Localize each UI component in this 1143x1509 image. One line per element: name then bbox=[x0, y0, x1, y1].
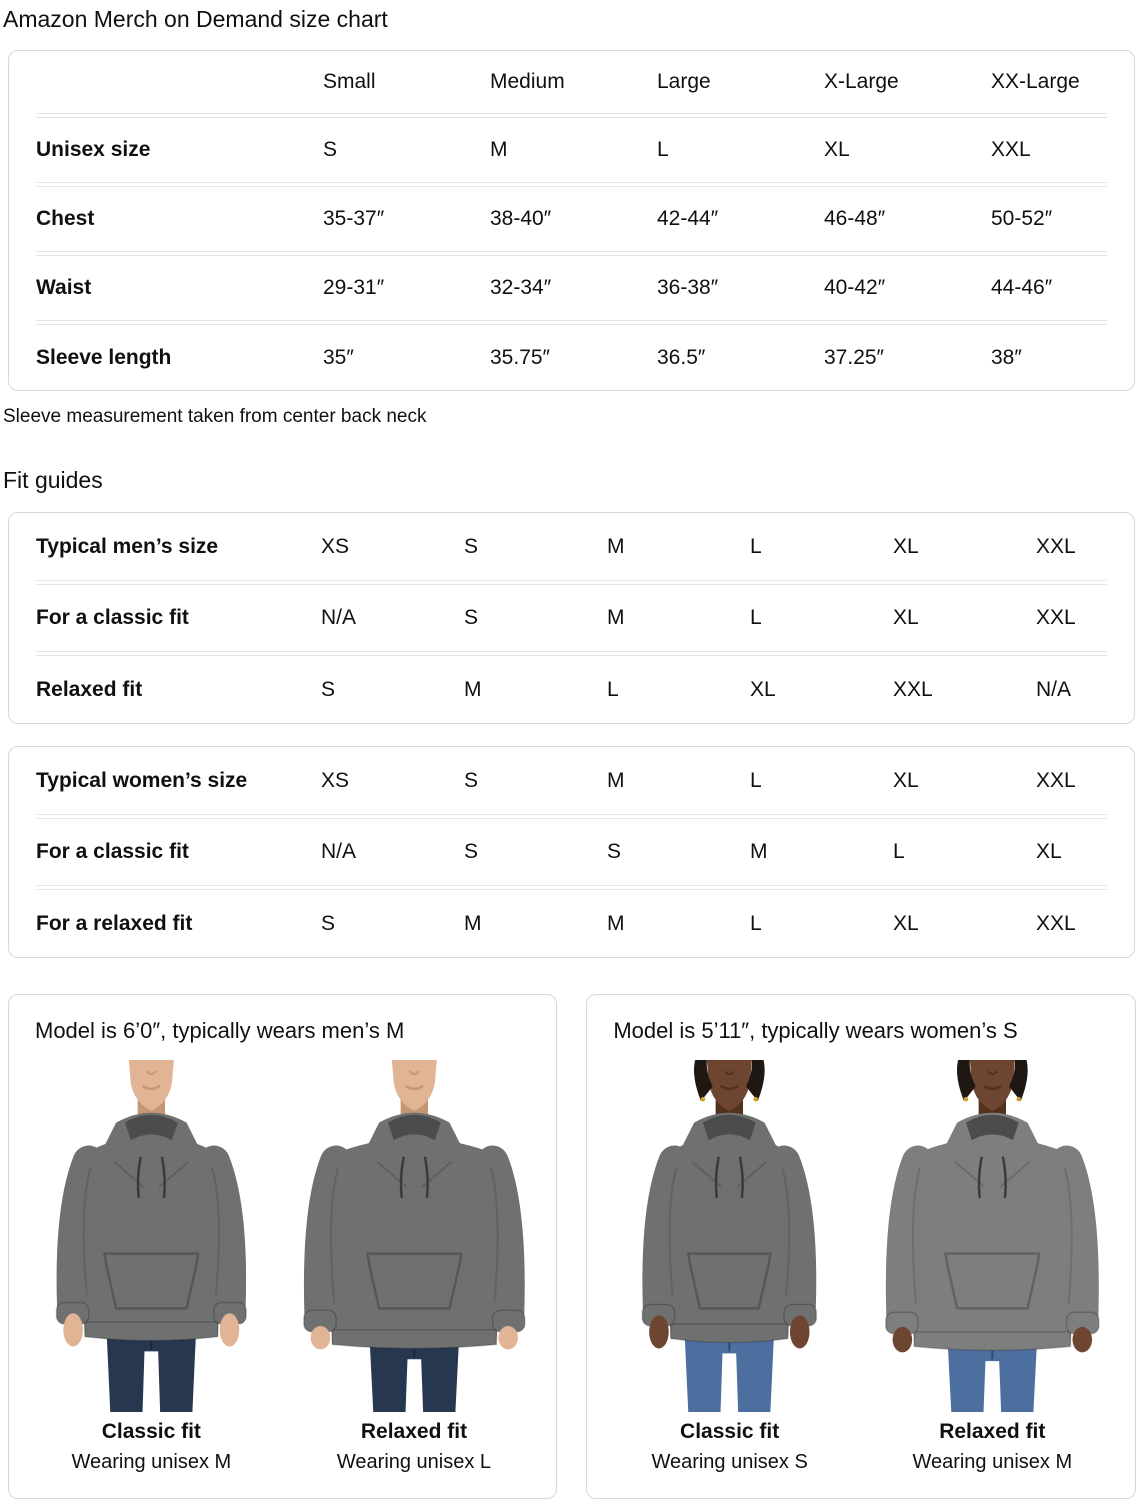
table-cell: M bbox=[464, 677, 482, 701]
table-cell: XL bbox=[893, 606, 919, 629]
table-row-sleeve-length bbox=[36, 324, 1107, 390]
model-photo bbox=[612, 1060, 847, 1412]
table-cell: S bbox=[323, 138, 338, 161]
table-cell: M bbox=[464, 911, 482, 935]
table-cell: L bbox=[750, 768, 762, 792]
table-cell: 35.75″ bbox=[490, 345, 550, 369]
row-label: Waist bbox=[36, 276, 92, 299]
wearing-label: Wearing unisex M bbox=[912, 1451, 1073, 1473]
table-cell: XS bbox=[321, 768, 350, 792]
table-cell: XXL bbox=[1036, 606, 1076, 629]
table-row-classic-fit bbox=[36, 584, 1107, 652]
table-cell: 36.5″ bbox=[657, 345, 706, 369]
table-cell: M bbox=[607, 768, 625, 792]
wearing-label: Wearing unisex L bbox=[336, 1451, 492, 1473]
model-cards-row bbox=[8, 994, 1135, 1499]
table-row-typical-mens-size bbox=[36, 513, 1107, 581]
table-cell: M bbox=[750, 840, 768, 863]
card-heading: Model is 5’11″, typically wears women’s S bbox=[613, 1018, 1018, 1043]
model-photo bbox=[34, 1060, 269, 1412]
model-photo bbox=[297, 1060, 532, 1412]
fit-guide-table-men bbox=[8, 512, 1135, 724]
table-cell: XXL bbox=[1036, 768, 1076, 792]
model-photo bbox=[875, 1060, 1110, 1412]
table-cell: S bbox=[464, 534, 479, 558]
wearing-label: Wearing unisex M bbox=[71, 1451, 232, 1473]
model-figure-classic bbox=[34, 1060, 269, 1474]
row-label: For a classic fit bbox=[36, 606, 189, 629]
table-cell: 50-52″ bbox=[991, 207, 1053, 230]
row-label: Sleeve length bbox=[36, 345, 172, 369]
table-cell: S bbox=[607, 840, 622, 863]
table-cell: 36-38″ bbox=[657, 276, 719, 299]
model-card-women bbox=[586, 994, 1135, 1499]
header-cell-medium: Medium bbox=[490, 70, 565, 93]
table-cell: XS bbox=[321, 534, 350, 558]
row-label: Typical men’s size bbox=[36, 534, 219, 558]
fit-type-label: Classic fit bbox=[680, 1420, 780, 1443]
header-cell-small: Small bbox=[323, 70, 376, 93]
table-cell: XL bbox=[824, 138, 850, 161]
table-cell: S bbox=[464, 768, 479, 792]
table-row-chest bbox=[36, 186, 1107, 252]
table-cell: S bbox=[321, 677, 336, 701]
table-cell: XXL bbox=[893, 677, 933, 701]
model-card-men bbox=[8, 994, 557, 1499]
table-cell: 35″ bbox=[323, 345, 354, 369]
table-cell: XXL bbox=[991, 138, 1031, 161]
table-cell: L bbox=[750, 606, 762, 629]
table-cell: 32-34″ bbox=[490, 276, 552, 299]
table-row-unisex-size bbox=[36, 117, 1107, 183]
table-header-row bbox=[36, 51, 1107, 114]
table-cell: 37.25″ bbox=[824, 345, 884, 369]
wearing-label: Wearing unisex S bbox=[651, 1451, 808, 1473]
table-cell: 29-31″ bbox=[323, 276, 385, 299]
table-cell: S bbox=[464, 606, 479, 629]
fit-guides-heading: Fit guides bbox=[3, 467, 103, 493]
header-cell-xlarge: X-Large bbox=[824, 70, 899, 93]
table-cell: 44-46″ bbox=[991, 276, 1053, 299]
table-cell: L bbox=[607, 677, 619, 701]
table-cell: S bbox=[321, 911, 336, 935]
table-cell: S bbox=[464, 840, 479, 863]
size-chart-table bbox=[8, 50, 1135, 391]
model-figure-relaxed bbox=[297, 1060, 532, 1474]
table-cell: 35-37″ bbox=[323, 207, 385, 230]
table-cell: L bbox=[750, 534, 762, 558]
model-figure-relaxed bbox=[875, 1060, 1110, 1474]
table-cell: XXL bbox=[1036, 911, 1076, 935]
table-cell: M bbox=[607, 534, 625, 558]
card-heading: Model is 6’0″, typically wears men’s M bbox=[35, 1018, 405, 1043]
header-cell-xxlarge: XX-Large bbox=[991, 70, 1080, 93]
header-cell-large: Large bbox=[657, 70, 711, 93]
fit-type-label: Relaxed fit bbox=[360, 1420, 468, 1443]
table-cell: L bbox=[657, 138, 669, 161]
table-cell: XL bbox=[893, 768, 919, 792]
row-label: Relaxed fit bbox=[36, 677, 143, 701]
table-cell: 38-40″ bbox=[490, 207, 552, 230]
table-row-waist bbox=[36, 255, 1107, 321]
table-cell: 42-44″ bbox=[657, 207, 719, 230]
fit-guide-table-women bbox=[8, 746, 1135, 958]
table-cell: M bbox=[607, 606, 625, 629]
table-cell: 40-42″ bbox=[824, 276, 886, 299]
table-cell: 46-48″ bbox=[824, 207, 886, 230]
table-cell: XL bbox=[893, 911, 919, 935]
table-cell: XXL bbox=[1036, 534, 1076, 558]
table-row-relaxed-fit bbox=[36, 889, 1107, 957]
table-row-classic-fit bbox=[36, 818, 1107, 886]
row-label: Chest bbox=[36, 207, 95, 230]
table-row-typical-womens-size bbox=[36, 747, 1107, 815]
table-cell: XL bbox=[893, 534, 919, 558]
fit-type-label: Classic fit bbox=[101, 1420, 201, 1443]
row-label: Typical women’s size bbox=[36, 768, 248, 792]
table-cell: M bbox=[607, 911, 625, 935]
row-label: For a relaxed fit bbox=[36, 911, 193, 935]
model-figure-classic bbox=[612, 1060, 847, 1474]
page-title: Amazon Merch on Demand size chart bbox=[3, 6, 388, 32]
table-cell: N/A bbox=[321, 606, 357, 629]
figures-row bbox=[34, 1060, 531, 1474]
table-cell: L bbox=[893, 840, 905, 863]
table-cell: N/A bbox=[321, 840, 357, 863]
sleeve-note: Sleeve measurement taken from center back neck bbox=[3, 406, 427, 427]
row-label: For a classic fit bbox=[36, 840, 189, 863]
table-cell: M bbox=[490, 138, 508, 161]
table-cell: N/A bbox=[1036, 677, 1072, 701]
table-row-relaxed-fit bbox=[36, 655, 1107, 723]
table-cell: 38″ bbox=[991, 345, 1022, 369]
row-label: Unisex size bbox=[36, 138, 151, 161]
table-cell: XL bbox=[750, 677, 776, 701]
table-cell: XL bbox=[1036, 840, 1062, 863]
fit-type-label: Relaxed fit bbox=[939, 1420, 1046, 1443]
table-cell: L bbox=[750, 911, 762, 935]
figures-row bbox=[612, 1060, 1109, 1474]
